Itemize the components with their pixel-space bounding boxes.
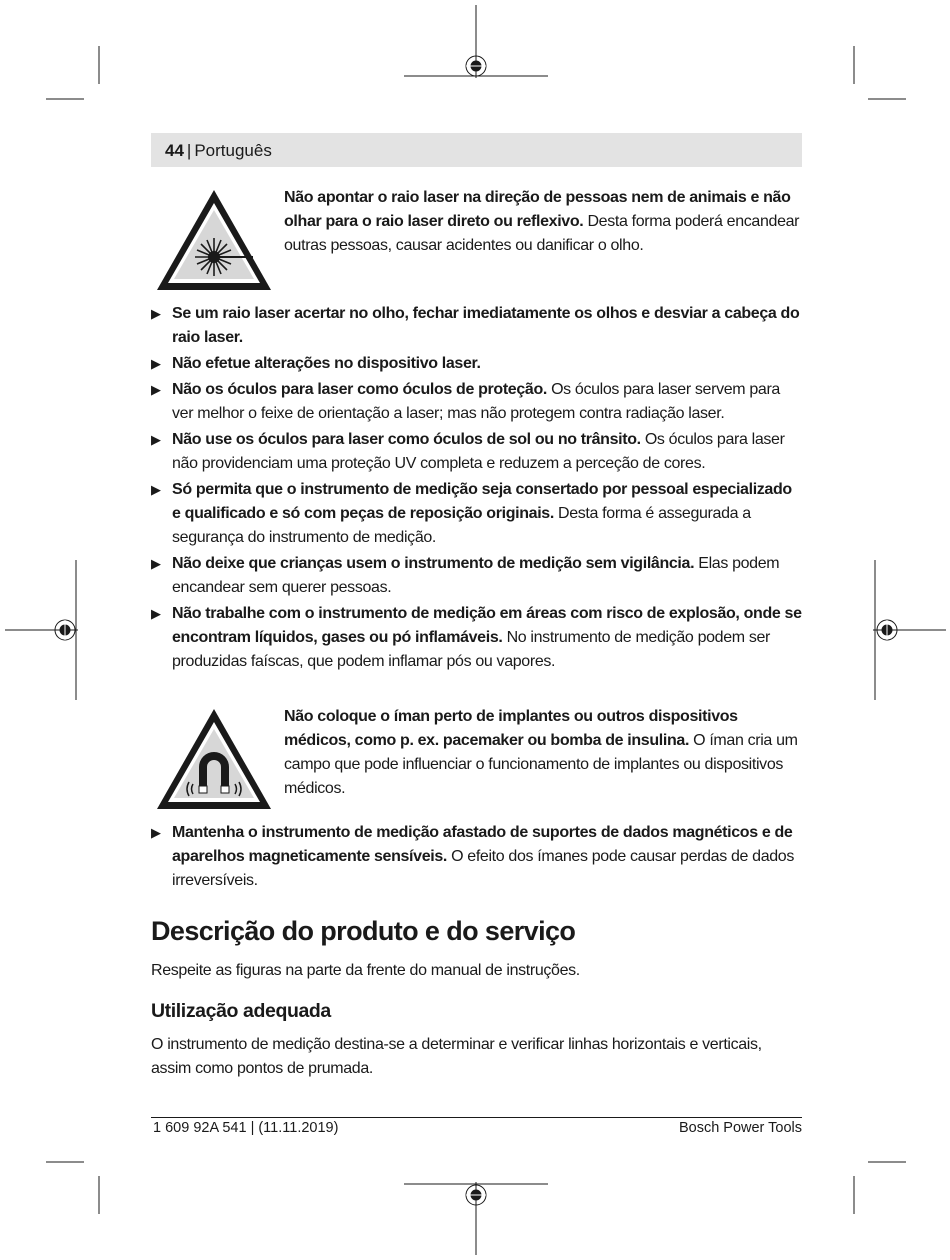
bullet-text: No instrumento de medição podem ser produzidas faíscas, que podem inflamar pós ou vapores.	[172, 629, 771, 670]
laser-warning-bold: Não apontar o raio laser na direção de pessoas nem de animais e não olhar para o raio laser direto ou reflexivo.	[284, 189, 791, 230]
list-item	[151, 478, 802, 550]
bullet-bold: Não use os óculos para laser como óculos de sol ou no trânsito.	[172, 431, 641, 448]
laser-warning-body: Desta forma poderá encandear outras pessoas, causar acidentes ou danificar o olho.	[284, 213, 800, 254]
bullet-bold: Não os óculos para laser como óculos de proteção.	[172, 381, 547, 398]
magnet-warning-bold: Não coloque o íman perto de implantes ou outros dispositivos médicos, como p. ex. pacemaker ou bomba de insulina.	[284, 708, 738, 749]
list-item	[151, 352, 802, 376]
magnet-warning-text	[284, 705, 804, 801]
laser-warning-icon	[153, 186, 275, 294]
header-language: Português	[194, 141, 272, 160]
footer-divider	[151, 1117, 802, 1118]
section-intro: Respeite as figuras na parte da frente do manual de instruções.	[151, 962, 580, 979]
bullet-arrow-icon: ▶	[151, 306, 161, 321]
bullet-text: Os óculos para laser não providenciam uma proteção UV completa e reduzem a perceção de cores.	[172, 431, 785, 472]
section-body: O instrumento de medição destina-se a determinar e verificar linhas horizontais e verticais, assim como pontos de prumada.	[151, 1036, 762, 1077]
bullet-arrow-icon: ▶	[151, 382, 161, 397]
magnet-warning-icon	[153, 705, 275, 813]
bullet-bold: Não deixe que crianças usem o instrumento de medição sem vigilância.	[172, 555, 695, 572]
bullet-arrow-icon: ▶	[151, 556, 161, 571]
bullet-bold: Não efetue alterações no dispositivo laser.	[172, 355, 481, 372]
laser-warning-text	[284, 186, 804, 258]
list-item	[151, 378, 802, 426]
bullet-bold: Mantenha o instrumento de medição afastado de suportes de dados magnéticos e de aparelhos magneticamente sensíveis.	[172, 824, 793, 865]
footer-document-id: 1 609 92A 541 | (11.11.2019)	[153, 1120, 339, 1136]
bullet-text: Elas podem encandear sem querer pessoas.	[172, 555, 780, 596]
list-item	[151, 602, 802, 674]
list-item	[151, 552, 802, 600]
page-number: 44	[165, 141, 184, 160]
page-header	[151, 133, 802, 167]
bullet-text: O efeito dos ímanes pode causar perdas de dados irreversíveis.	[172, 848, 794, 889]
footer-brand: Bosch Power Tools	[678, 1120, 802, 1136]
magnet-warning-body: O íman cria um campo que pode influenciar o funcionamento de implantes ou dispositivos médicos.	[284, 732, 798, 797]
list-item	[151, 821, 802, 893]
bullet-text: Desta forma é assegurada a segurança do instrumento de medição.	[172, 505, 751, 546]
bullet-arrow-icon: ▶	[151, 432, 161, 447]
list-item	[151, 428, 802, 476]
bullet-arrow-icon: ▶	[151, 356, 161, 371]
magnet-bullets	[151, 821, 802, 895]
section-title: Descrição do produto e do serviço	[151, 916, 576, 946]
safety-bullets	[151, 302, 802, 676]
bullet-arrow-icon: ▶	[151, 606, 161, 621]
bullet-arrow-icon: ▶	[151, 825, 161, 840]
bullet-bold: Se um raio laser acertar no olho, fechar imediatamente os olhos e desviar a cabeça do raio laser.	[172, 305, 800, 346]
bullet-arrow-icon: ▶	[151, 482, 161, 497]
bullet-bold: Não trabalhe com o instrumento de medição em áreas com risco de explosão, onde se encontram líquidos, gases ou pó inflamáveis.	[172, 605, 802, 646]
section-subtitle: Utilização adequada	[151, 1000, 331, 1022]
header-separator: |	[186, 141, 192, 160]
list-item	[151, 302, 802, 350]
bullet-bold: Só permita que o instrumento de medição seja consertado por pessoal especializado e qualificado e só com peças de reposição originais.	[172, 481, 792, 522]
bullet-text: Os óculos para laser servem para ver melhor o feixe de orientação a laser; mas não protegem contra radiação laser.	[172, 381, 780, 422]
